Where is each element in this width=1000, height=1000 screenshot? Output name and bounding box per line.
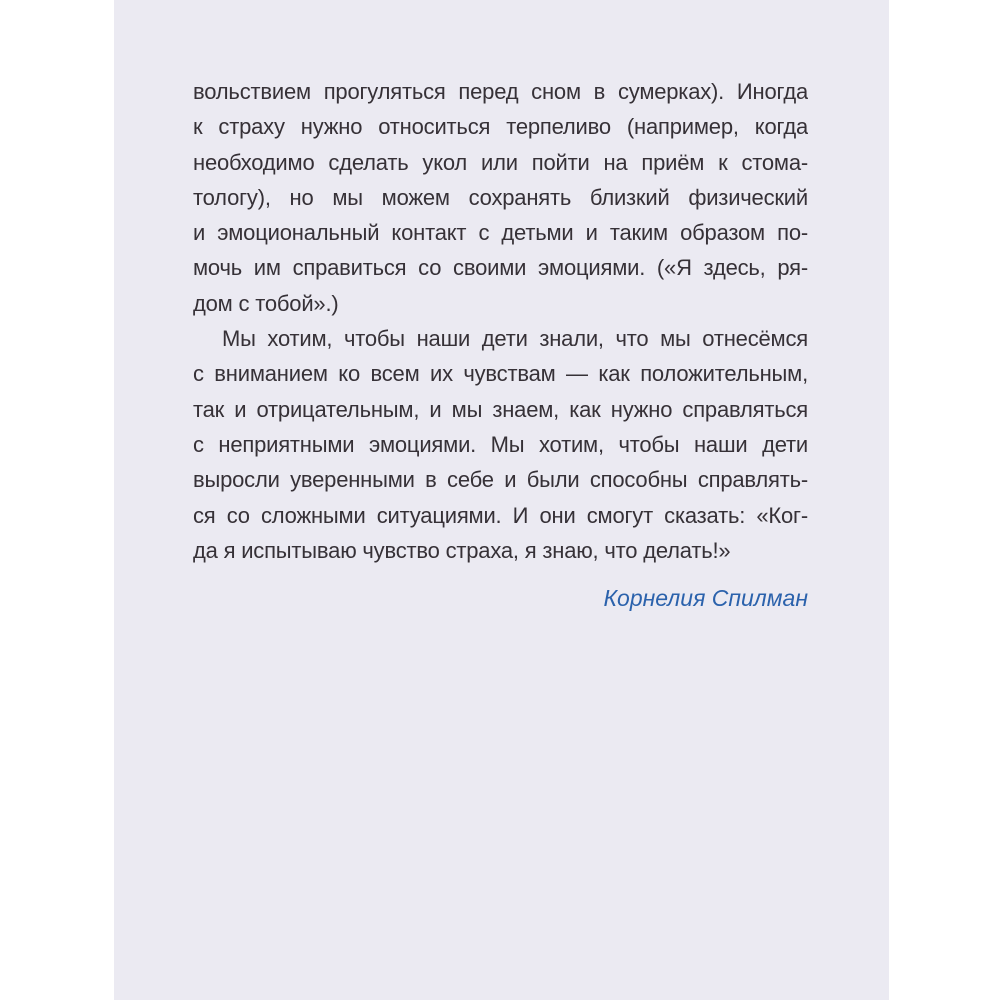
text-line: к страху нужно относиться терпеливо (например, когда bbox=[193, 114, 808, 140]
text-line: необходимо сделать укол или пойти на приём к стома- bbox=[193, 149, 808, 175]
text-line: и эмоциональный контакт с детьми и таким образом по- bbox=[193, 220, 808, 246]
text-line: ся со сложными ситуациями. И они смогут сказать: «Ког- bbox=[193, 502, 808, 528]
text-line: Мы хотим, чтобы наши дети знали, что мы отнесёмся bbox=[222, 326, 808, 352]
author-signature: Корнелия Спилман bbox=[603, 585, 808, 612]
text-line: вольствием прогуляться перед сном в сумерках). Иногда bbox=[193, 79, 808, 104]
text-line: с вниманием ко всем их чувствам — как положительным, bbox=[193, 361, 808, 387]
page-text-block bbox=[114, 0, 808, 616]
text-line: мочь им справиться со своими эмоциями. («Я здесь, ря- bbox=[193, 255, 808, 281]
paragraph-2 bbox=[193, 321, 808, 568]
text-line: да я испытываю чувство страха, я знаю, что делать!» bbox=[193, 537, 731, 563]
text-line: с неприятными эмоциями. Мы хотим, чтобы наши дети bbox=[193, 431, 808, 457]
paragraph-1 bbox=[193, 74, 808, 321]
text-line: дом с тобой».) bbox=[193, 290, 339, 316]
text-line: выросли уверенными в себе и были способны справлять- bbox=[193, 467, 808, 493]
text-line: тологу), но мы можем сохранять близкий физический bbox=[193, 184, 808, 210]
text-line: так и отрицательным, и мы знаем, как нужно справляться bbox=[193, 396, 808, 422]
book-page bbox=[114, 0, 889, 1000]
